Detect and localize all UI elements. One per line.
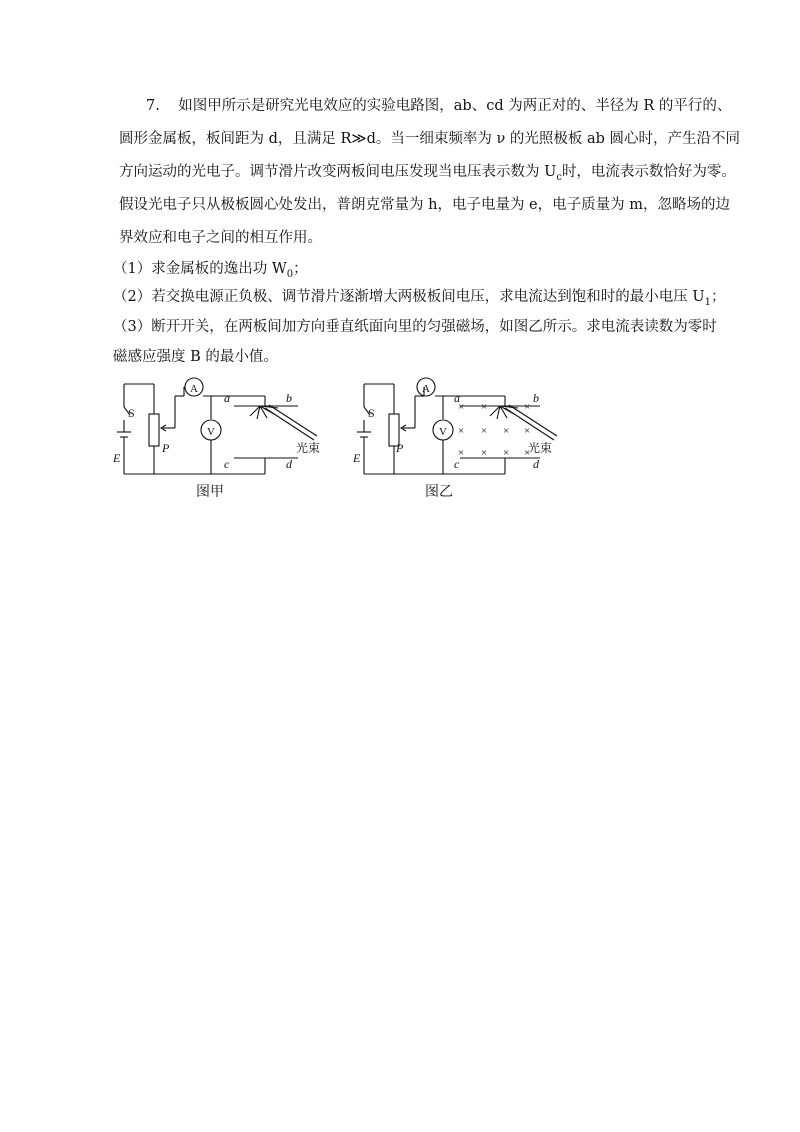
fig1-ammeter-label: A (190, 383, 198, 395)
question-line-2: 圆形金属板，板间距为 d，且满足 R≫d。当一细束频率为 ν 的光照极板 ab 圆心时，产生沿不同 (119, 131, 741, 147)
fig1-b-label: b (286, 391, 292, 405)
svg-text:×: × (458, 401, 465, 413)
question-text-1: 如图甲所示是研究光电效应的实验电路图，ab、cd 为两正对的、半径为 R 的平行的、 (178, 98, 732, 114)
fig1-d-label: d (286, 457, 292, 471)
svg-text:×: × (481, 401, 488, 413)
part-3-label: （3） (113, 319, 152, 335)
fig2-d-label: d (533, 457, 539, 471)
svg-text:×: × (524, 401, 531, 413)
fig2-battery-label: E (353, 451, 361, 465)
fig2-ammeter-label: A (422, 383, 430, 395)
question-line-1 (146, 96, 731, 116)
uc-subscript: c (556, 171, 562, 183)
fig1-switch-label: S (128, 406, 135, 420)
svg-text:×: × (503, 425, 510, 437)
question-line-3 (119, 162, 736, 188)
fig1-battery-label: E (113, 451, 121, 465)
part-2-tail: ； (710, 289, 726, 305)
svg-text:×: × (481, 425, 488, 437)
fig1-c-label: c (224, 457, 230, 471)
question-number: 7. (146, 98, 160, 114)
fig1-voltmeter-label: V (207, 426, 215, 438)
svg-text:×: × (524, 425, 531, 437)
svg-text:×: × (503, 447, 510, 459)
fig1-slider-label: P (162, 441, 170, 455)
part-3-line-2: 磁感应强度 B 的最小值。 (113, 349, 278, 365)
figure-yi (340, 372, 565, 482)
fig2-b-label: b (533, 391, 539, 405)
fig2-voltmeter-label: V (439, 426, 447, 438)
fig2-caption: 图乙 (425, 484, 453, 500)
fig1-beam-label: 光束 (296, 441, 320, 455)
question-line-5: 界效应和电子之间的相互作用。 (119, 230, 322, 246)
part-2 (113, 287, 725, 313)
fig1-caption: 图甲 (196, 484, 224, 500)
part-1-sub: 0 (286, 268, 294, 280)
fig2-c-label: c (454, 457, 460, 471)
question-line-4: 假设光电子只从极板圆心处发出，普朗克常量为 h，电子电量为 e，电子质量为 m，忽略场的边 (119, 197, 730, 213)
question-text-3a: 方向运动的光电子。调节滑片改变两板间电压发现当电压表示数为 U (119, 164, 557, 180)
fig2-slider-label: P (396, 441, 404, 455)
question-text-3b: 时，电流表示数恰好为零。 (561, 164, 736, 180)
svg-text:×: × (458, 447, 465, 459)
fig2-beam-label: 光束 (528, 441, 553, 455)
part-2-sub: 1 (704, 296, 711, 308)
part-3-text: 断开开关，在两板间加方向垂直纸面向里的匀强磁场，如图乙所示。求电流表读数为零时 (151, 319, 717, 335)
fig2-switch-label: S (368, 406, 375, 420)
part-1-label: （1） (113, 261, 152, 277)
part-3 (113, 317, 717, 337)
svg-text:×: × (524, 447, 531, 459)
svg-text:×: × (481, 447, 488, 459)
fig1-a-label: a (224, 391, 230, 405)
figure-jia (100, 372, 320, 482)
fig2-a-label: a (454, 391, 460, 405)
part-1 (113, 259, 308, 285)
part-1-tail: ； (293, 261, 308, 277)
part-1-text: 求金属板的逸出功 W (151, 261, 287, 277)
svg-text:×: × (458, 425, 465, 437)
part-2-text: 若交换电源正负极、调节滑片逐渐增大两极板间电压，求电流达到饱和时的最小电压 U (151, 289, 705, 305)
part-2-label: （2） (113, 289, 152, 305)
